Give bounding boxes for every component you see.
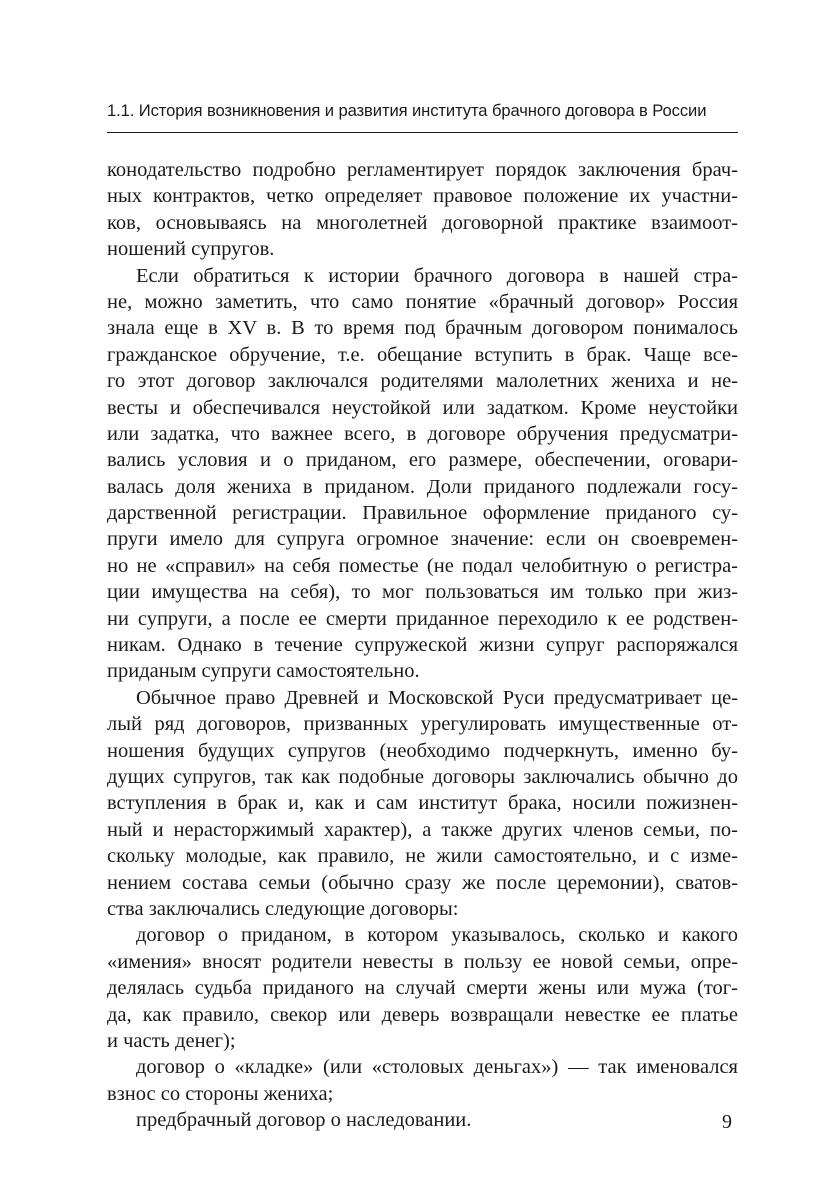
text-line: Если обратиться к истории брачного договора в нашей стра- — [136, 264, 738, 287]
text-line: пруги имело для супруга огромное значение: если он своевремен- — [107, 528, 738, 551]
text-line: и часть денег); — [107, 1029, 236, 1052]
text-line: но не «справил» на себя поместье (не подал челобитную о регистра- — [107, 554, 738, 577]
text-line: приданым супруги самостоятельно. — [107, 660, 420, 683]
page-number: 9 — [722, 1111, 732, 1133]
text-line: взнос со стороны жениха; — [107, 1082, 334, 1105]
header-rule — [107, 132, 738, 133]
text-line: лый ряд договоров, призванных урегулировать имущественные от- — [107, 713, 738, 736]
text-line: дарственной регистрации. Правильное оформление приданого су- — [107, 502, 738, 525]
text-line: ства заключались следующие договоры: — [107, 897, 459, 920]
text-line: скольку молодые, как правило, не жили самостоятельно, и с изме- — [107, 845, 738, 868]
text-line: делялась судьба приданого на случай смерти жены или мужа (тог- — [107, 977, 738, 1000]
text-line: вступления в брак и, как и сам институт брака, носили пожизнен- — [107, 792, 738, 815]
text-line: вались условия и о приданом, его размере, обеспечении, оговари- — [107, 449, 738, 472]
text-line: предбрачный договор о наследовании. — [136, 1109, 472, 1132]
text-line: или задатка, что важнее всего, в договоре обручения предусматри- — [107, 422, 738, 445]
text-line: го этот договор заключался родителями малолетних жениха и не- — [107, 370, 738, 393]
running-head: 1.1. История возникновения и развития института брачного договора в России — [107, 101, 707, 120]
text-line: Обычное право Древней и Московской Руси предусматривает це- — [136, 686, 738, 709]
text-line: ни супруги, а после ее смерти приданное переходило к ее родствен- — [107, 607, 738, 630]
text-line: да, как правило, свекор или деверь возвращали невестке ее платье — [107, 1003, 738, 1026]
text-line: дущих супругов, так как подобные договоры заключались обычно до — [107, 765, 738, 788]
text-line: гражданское обручение, т.е. обещание вступить в брак. Чаще все- — [107, 343, 738, 366]
text-line: валась доля жениха в приданом. Доли приданого подлежали госу- — [107, 475, 738, 498]
text-line: ков, основываясь на многолетней договорной практике взаимоот- — [107, 211, 738, 234]
text-line: знала еще в XV в. В то время под брачным договором понималось — [107, 317, 738, 340]
text-line: ции имущества на себя), то мог пользоваться им только при жиз- — [107, 581, 738, 604]
text-line: ношения будущих супругов (необходимо подчеркнуть, именно бу- — [107, 739, 738, 762]
text-line: ный и нерасторжимый характер), а также других членов семьи, по- — [107, 818, 738, 841]
text-line: никам. Однако в течение супружеской жизни супруг распоряжался — [107, 634, 738, 657]
text-line: договор о «кладке» (или «столовых деньгах») — так именовался — [136, 1056, 738, 1079]
text-line: «имения» вносят родители невесты в пользу ее новой семьи, опре- — [107, 950, 738, 973]
text-line: не, можно заметить, что само понятие «брачный договор» Россия — [107, 290, 738, 313]
text-line: конодательство подробно регламентирует порядок заключения брач- — [107, 159, 738, 181]
text-line: договор о приданом, в котором указывалось, сколько и какого — [136, 924, 738, 947]
text-line: ношений супругов. — [107, 238, 275, 261]
text-line: весты и обеспечивался неустойкой или задатком. Кроме неустойки — [107, 396, 738, 419]
body-text — [107, 157, 738, 1133]
text-line: ных контрактов, четко определяет правовое положение их участни- — [107, 185, 738, 208]
text-line: нением состава семьи (обычно сразу же после церемонии), сватов- — [107, 871, 738, 894]
